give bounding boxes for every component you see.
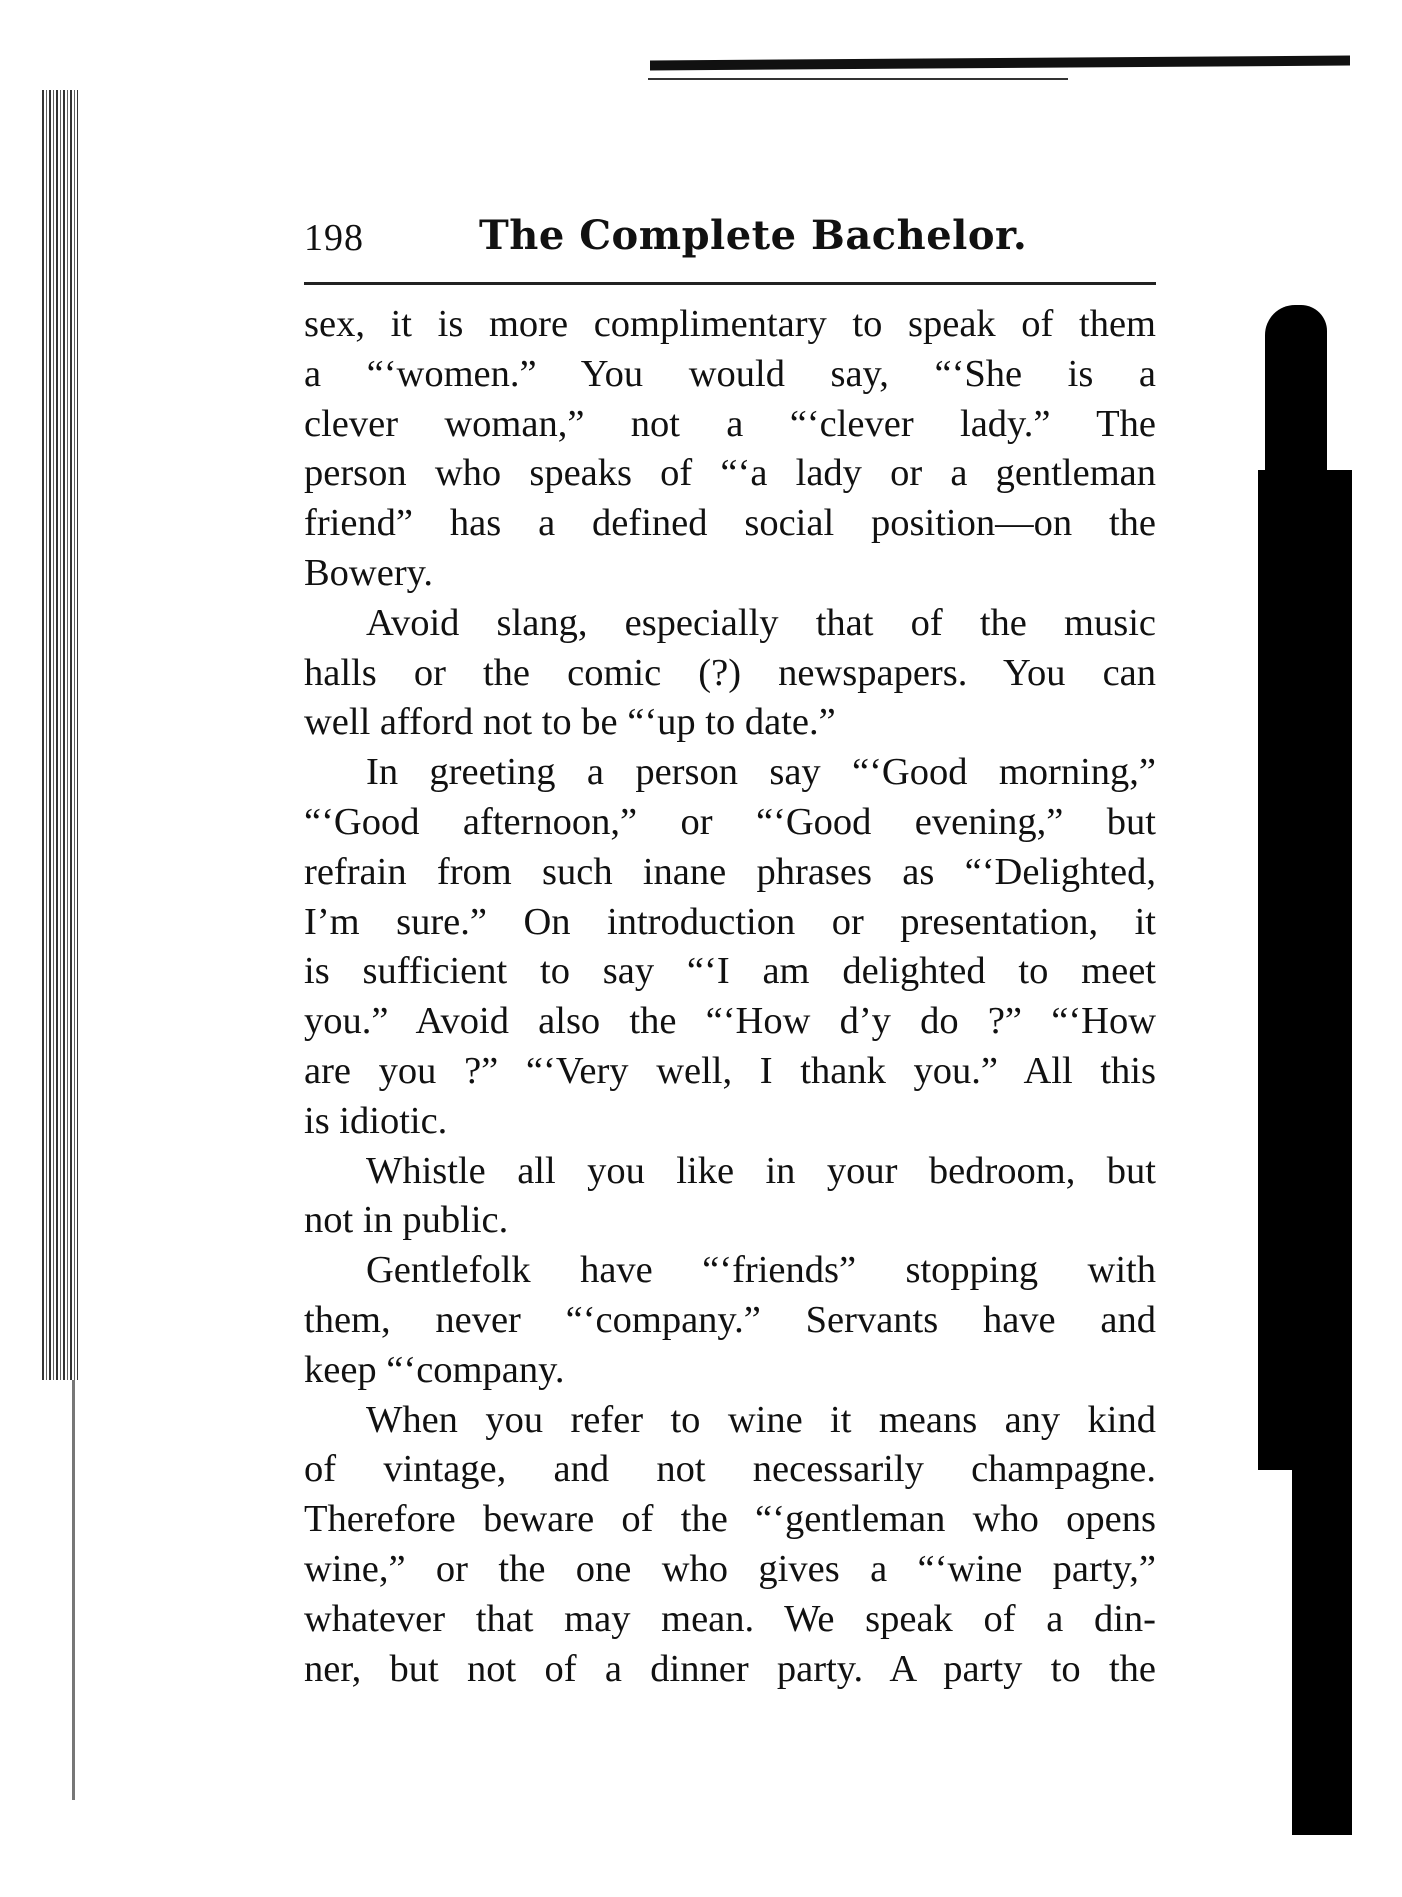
text-line: ner, but not of a dinner party. A party to the <box>304 1647 1156 1690</box>
text-line: Therefore beware of the “‘gentleman who opens <box>304 1498 1156 1541</box>
text-line: of vintage, and not necessarily champagne. <box>304 1448 1156 1491</box>
text-line: Bowery. <box>304 551 434 594</box>
text-line: clever woman,” not a “‘clever lady.” The <box>304 402 1156 445</box>
text-line: halls or the comic (?) newspapers. You can <box>304 651 1156 694</box>
text-line: Whistle all you like in your bedroom, but <box>366 1149 1156 1192</box>
running-title: The Complete Bachelor. <box>479 212 1028 259</box>
text-line: keep “‘company. <box>304 1348 565 1391</box>
text-line: When you refer to wine it means any kind <box>366 1398 1156 1441</box>
text-line: sex, it is more complimentary to speak of them <box>304 303 1156 345</box>
page-number: 198 <box>304 217 364 259</box>
text-line: not in public. <box>304 1199 509 1242</box>
scan-rule-thick <box>650 56 1350 71</box>
scan-right-shadow-top <box>1265 305 1327 495</box>
text-line: whatever that may mean. We speak of a din- <box>304 1597 1156 1640</box>
text-line: Gentlefolk have “‘friends” stopping with <box>366 1249 1156 1292</box>
text-line: them, never “‘company.” Servants have and <box>304 1298 1156 1341</box>
page-header <box>304 212 1156 272</box>
text-line: “‘Good afternoon,” or “‘Good evening,” but <box>304 800 1156 843</box>
text-line: refrain from such inane phrases as “‘Delighted, <box>304 850 1156 893</box>
header-rule <box>304 282 1156 285</box>
text-line: In greeting a person say “‘Good morning,” <box>366 751 1156 794</box>
text-line: Avoid slang, especially that of the music <box>366 601 1156 644</box>
text-line: a “‘women.” You would say, “‘She is a <box>304 352 1156 395</box>
text-line: wine,” or the one who gives a “‘wine party,” <box>304 1547 1156 1590</box>
text-line: is idiotic. <box>304 1099 448 1142</box>
scan-left-edge <box>42 90 78 1380</box>
text-line: are you ?” “‘Very well, I thank you.” All this <box>304 1049 1156 1092</box>
scan-right-shadow <box>1292 470 1352 1835</box>
text-line: I’m sure.” On introduction or presentation, it <box>304 900 1156 943</box>
text-line: well afford not to be “‘up to date.” <box>304 701 836 744</box>
scan-left-edge-tail <box>72 1380 75 1800</box>
body-text <box>304 300 1156 1694</box>
text-line: is sufficient to say “‘I am delighted to meet <box>304 950 1156 993</box>
text-line: person who speaks of “‘a lady or a gentleman <box>304 452 1156 495</box>
text-line: you.” Avoid also the “‘How d’y do ?” “‘How <box>304 1000 1156 1043</box>
text-line: friend” has a defined social position—on the <box>304 502 1156 545</box>
scan-rule-thin <box>648 78 1068 80</box>
